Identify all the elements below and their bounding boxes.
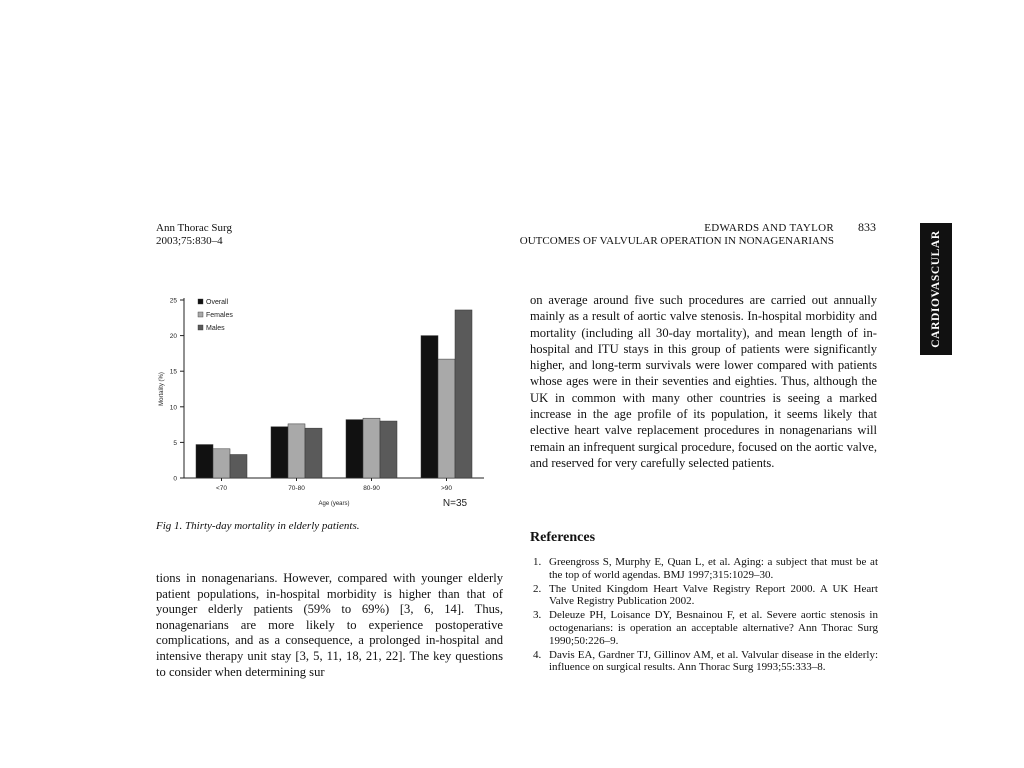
x-tick-label: 80-90 <box>363 485 380 492</box>
left-column-text: tions in nonagenarians. However, compared with younger elderly patient populations, in-hospital morbidity is higher than that of younger elderly patients (59% to 69%) [3, 6, 14]. Thus, nonagenarians are more likely to experience postoperative complications, and as a consequence, a prolonged in-hospital and intensive therapy unit stay [3, 5, 11, 18, 21, 22]. The key questions to consider when determining sur <box>156 571 503 679</box>
reference-number: 3. <box>533 609 542 622</box>
figure-annotation: N=35 <box>442 498 468 509</box>
bar-males-3 <box>455 310 472 478</box>
reference-number: 4. <box>533 648 542 661</box>
bar-females-1 <box>288 424 305 478</box>
bar-males-1 <box>305 428 322 478</box>
bar-overall-1 <box>271 427 288 478</box>
legend-label: Overall <box>206 299 229 306</box>
reference-number: 1. <box>533 556 542 568</box>
x-tick-label: >90 <box>440 485 453 492</box>
legend-swatch <box>198 299 203 304</box>
right-column-text: on average around five such procedures are carried out annually mainly as a result of aortic valve stenosis. In-hospital morbidity and mortality (including all 30-day mortality), and mean length of in-hospital and ITU stays in this group of patients were significantly higher, and long-term survivals were lower compared with patients whose ages were in their seventies and eighties. Thus, although the UK in common with many other countries is seeing a marked increase in the age profile of its population, it seems likely that elective heart valve replacement procedures in nonagenarians will remain an infrequent surgical procedure, focused on the aortic valve, and reserved for very carefully selected patients. <box>530 293 877 470</box>
bar-overall-0 <box>196 445 213 478</box>
reference-text: Greengross S, Murphy E, Quan L, et al. Aging: a subject that must be at the top of world agendas. BMJ 1997;315:1029–30. <box>549 556 878 581</box>
citation: 2003;75:830–4 <box>156 235 223 247</box>
bar-females-2 <box>363 418 380 478</box>
authors: EDWARDS AND TAYLOR <box>704 222 834 234</box>
references-heading: References <box>530 530 596 545</box>
section-tab <box>920 223 952 355</box>
reference-item <box>530 583 878 609</box>
figure-caption: Fig 1. Thirty-day mortality in elderly patients. <box>156 520 360 532</box>
reference-number: 2. <box>533 582 542 595</box>
running-title: OUTCOMES OF VALVULAR OPERATION IN NONAGENARIANS <box>519 235 834 247</box>
running-header-left <box>156 222 232 248</box>
journal-name: Ann Thorac Surg <box>156 222 232 234</box>
y-tick-label: 0 <box>173 475 177 483</box>
x-tick-label: 70-80 <box>288 485 305 492</box>
bar-males-2 <box>380 421 397 478</box>
legend-label: Females <box>206 312 233 319</box>
bar-females-3 <box>438 359 455 478</box>
reference-item <box>530 556 878 582</box>
legend-label: Males <box>206 325 225 332</box>
y-tick-label: 10 <box>169 404 177 412</box>
y-tick-label: 20 <box>169 333 177 341</box>
reference-item <box>530 649 878 675</box>
y-tick-label: 15 <box>169 368 177 376</box>
legend-swatch <box>198 325 203 330</box>
y-tick-label: 5 <box>173 439 177 447</box>
reference-text: Davis EA, Gardner TJ, Gillinov AM, et al. Valvular disease in the elderly: influence on surgical results. Ann Thorac Surg 1993;55:333–8. <box>549 648 878 674</box>
reference-text: The United Kingdom Heart Valve Registry Report 2000. A UK Heart Valve Registry Publication 2002. <box>549 582 878 608</box>
reference-item <box>530 609 878 647</box>
bar-overall-2 <box>346 420 363 478</box>
y-tick-label: 25 <box>169 297 177 305</box>
reference-text: Deleuze PH, Loisance DY, Besnainou F, et al. Severe aortic stenosis in octogenarians: is operation an acceptable alternative? Ann Thorac Surg 1990;50:226–9. <box>549 609 878 647</box>
bar-males-0 <box>230 455 247 478</box>
section-tab-label: CARDIOVASCULAR <box>930 230 942 348</box>
x-axis-label: Age (years) <box>318 501 350 507</box>
x-tick-label: <70 <box>215 485 228 492</box>
bar-overall-3 <box>421 336 438 478</box>
legend-swatch <box>198 312 203 317</box>
references-list <box>530 556 878 675</box>
bar-females-0 <box>213 449 230 478</box>
mortality-bar-chart <box>150 290 500 520</box>
page-number: 833 <box>858 220 876 234</box>
y-axis-label: Mortality (%) <box>159 372 165 406</box>
running-header-right <box>520 222 834 248</box>
